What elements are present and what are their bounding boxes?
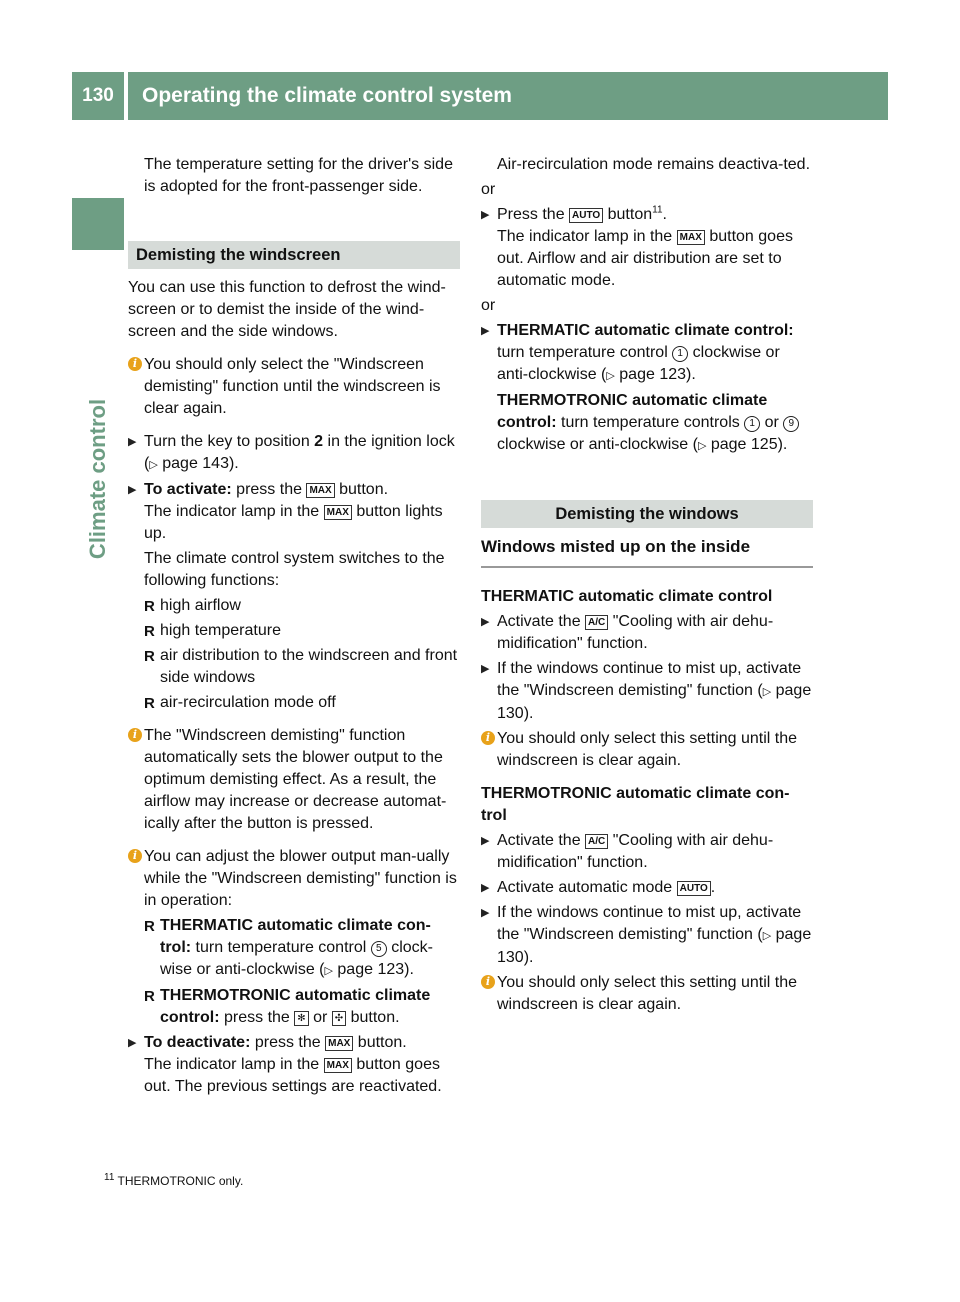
info-icon: i — [128, 849, 142, 863]
intro-text: The temperature setting for the driver's side is adopted for the front-passenger side. — [144, 156, 453, 195]
footnote-ref: 11 — [652, 204, 663, 216]
ac-button-icon: A/C — [585, 615, 608, 630]
step-activate: ▶ To activate: press the MAX button. The indicator lamp in the MAX button lights up. The climate control system switches to the following functions: — [128, 479, 460, 592]
control-5-icon: 5 — [371, 941, 387, 957]
defrost-button-icon: MAX — [324, 1058, 352, 1073]
section-heading-windows: Demisting the windows — [481, 500, 813, 528]
info-icon: i — [128, 357, 142, 371]
bullet-item: R THERMOTRONIC automatic climate control: press the ✻ or ✣ button. — [144, 987, 431, 1026]
auto-button-icon: AUTO — [569, 208, 603, 223]
step-auto-mode: ▶ Activate automatic mode AUTO . — [481, 877, 813, 899]
bullet-item: R air-recirculation mode off — [144, 694, 336, 712]
step-deactivate: ▶ To deactivate: press the MAX button. The indicator lamp in the MAX button goes out. The previous settings are reactivated. — [128, 1032, 460, 1098]
bullet-item: R high temperature — [144, 622, 281, 640]
page-ref-arrow-icon: ▷ — [762, 930, 772, 942]
continued-text: Air-recirculation mode remains deactiva-ted. — [497, 156, 811, 173]
step-press-auto: ▶ Press the AUTO button$^{11}$. The indicator lamp in the MAX button goes out. Airflow and air distribution are set to automatic mode. — [481, 204, 813, 292]
defrost-button-icon: MAX — [324, 505, 352, 520]
note-r2: i You should only select this setting until the windscreen is clear again. — [481, 972, 813, 1016]
step-activate-ac: ▶ Activate the A/C "Cooling with air dehu-midification" function. — [481, 830, 813, 874]
or-text: or — [481, 297, 496, 314]
subheading: Windows misted up on the inside — [481, 536, 813, 568]
heading-thermotronic: THERMOTRONIC automatic climate con-trol — [481, 785, 790, 824]
blower-down-button-icon: ✣ — [332, 1011, 346, 1026]
section-text: You can use this function to defrost the wind-screen or to demist the inside of the wind-screen and the side windows. — [128, 279, 446, 340]
side-tab-block — [72, 198, 124, 250]
side-label — [72, 274, 124, 684]
page-number: 130 — [72, 72, 124, 120]
or-text: or — [481, 181, 496, 198]
info-icon: i — [481, 731, 495, 745]
step-temperature-control: ▶ THERMATIC automatic climate control: turn temperature control 1 clockwise or anti-clockwise (▷ page 123). THERMOTRONIC automatic climate control: turn temperature controls 1 or 9 clockwise or anti-clockwise (▷ page 125). — [481, 320, 813, 457]
step-activate-ac: ▶ Activate the A/C "Cooling with air dehu-midification" function. — [481, 611, 813, 655]
bullet-item: R THERMATIC automatic climate con-trol: turn temperature control 5 clock-wise or anti-clockwise (▷ page 123). — [144, 917, 433, 978]
page-ref-arrow-icon: ▷ — [762, 686, 772, 698]
bullet-item: R air distribution to the windscreen and front side windows — [144, 647, 458, 686]
info-icon: i — [481, 975, 495, 989]
control-9-icon: 9 — [783, 416, 799, 432]
ac-button-icon: A/C — [585, 834, 608, 849]
note-2: i The "Windscreen demisting" function automatically sets the blower output to the optimum demisting effect. As a result, the airflow may increase or decrease automat-ically after the button is pressed. — [128, 725, 460, 835]
step-windows-mist: ▶ If the windows continue to mist up, activate the "Windscreen demisting" function (▷ page 130). — [481, 902, 813, 969]
side-label-text: Climate control — [85, 398, 111, 560]
section-heading-windscreen: Demisting the windscreen — [128, 241, 460, 269]
blower-up-button-icon: ✻ — [294, 1011, 308, 1026]
info-icon: i — [128, 728, 142, 742]
note-r1: i You should only select this setting until the windscreen is clear again. — [481, 728, 813, 772]
note-3: i You can adjust the blower output man-ually while the "Windscreen demisting" function is in operation: — [128, 846, 460, 912]
auto-button-icon: AUTO — [677, 881, 711, 896]
step-turn-key: ▶ Turn the key to position 2 in the ignition lock (▷ page 143). — [128, 431, 460, 476]
heading-thermatic: THERMATIC automatic climate control — [481, 588, 773, 605]
page-ref-arrow-icon: ▷ — [324, 965, 333, 977]
page-ref-arrow-icon: ▷ — [697, 440, 707, 452]
right-column — [481, 154, 813, 1019]
defrost-button-icon: MAX — [677, 230, 705, 245]
defrost-button-icon: MAX — [325, 1036, 353, 1051]
page-ref-arrow-icon: ▷ — [149, 459, 158, 471]
defrost-button-icon: MAX — [306, 483, 334, 498]
footnote: $^{11}$ THERMOTRONIC only. — [104, 1172, 244, 1188]
bullet-item: R high airflow — [144, 597, 241, 615]
page-title: Operating the climate control system — [128, 72, 888, 120]
step-windows-mist: ▶ If the windows continue to mist up, activate the "Windscreen demisting" function (▷ page 130). — [481, 658, 813, 725]
control-1-icon: 1 — [744, 416, 760, 432]
note-1: i You should only select the "Windscreen demisting" function until the windscreen is clear again. — [128, 354, 460, 420]
left-column — [128, 154, 460, 1101]
page-ref-arrow-icon: ▷ — [606, 370, 615, 382]
control-1-icon: 1 — [672, 346, 688, 362]
